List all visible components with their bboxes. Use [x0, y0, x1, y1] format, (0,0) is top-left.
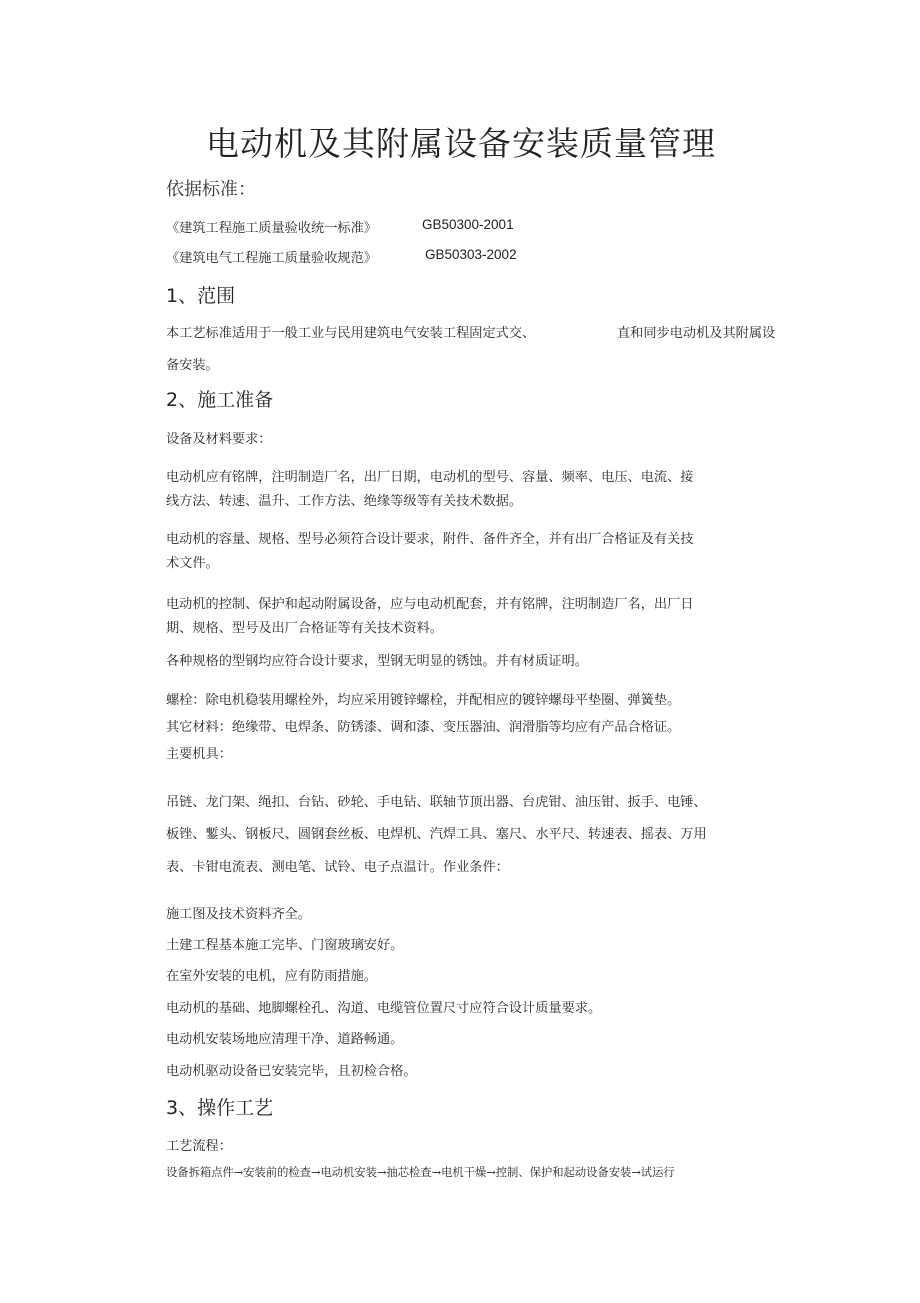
section-2-heading: 2、施工准备	[166, 389, 274, 411]
tools-line1: 吊链、龙门架、绳扣、台钻、砂轮、手电钻、联轴节顶出器、台虎钳、油压钳、扳手、电锤、	[166, 795, 707, 810]
scope-text-line1a: 本工艺标准适用于一般工业与民用建筑电气安装工程固定式交、	[166, 326, 536, 341]
standard-1-name: 《建筑工程施工质量验收统一标准》	[166, 221, 377, 236]
para3-line1: 电动机的控制、保护和起动附属设备，应与电动机配套，并有铭牌，注明制造厂名，出厂日	[166, 597, 694, 612]
standard-1-code: GB50300-2001	[422, 217, 514, 232]
para2-line1: 电动机的容量、规格、型号必须符合设计要求，附件、备件齐全，并有出厂合格证及有关技	[166, 532, 694, 547]
tools-line3: 表、卡钳电流表、测电笔、试铃、电子点温计。作业条件：	[166, 860, 509, 875]
standard-2-name: 《建筑电气工程施工质量验收规范》	[166, 251, 377, 266]
condition-item: 土建工程基本施工完毕、门窗玻璃安好。	[166, 938, 404, 953]
para6: 其它材料：绝缘带、电焊条、防锈漆、调和漆、变压器油、润滑脂等均应有产品合格证。	[166, 720, 681, 735]
tools-label: 主要机具：	[166, 747, 232, 762]
standard-2-code: GB50303-2002	[425, 247, 517, 262]
para2-line2: 术文件。	[166, 556, 219, 571]
condition-item: 电动机驱动设备已安装完毕，且初检合格。	[166, 1064, 417, 1079]
para4: 各种规格的型钢均应符合设计要求，型钢无明显的锈蚀。并有材质证明。	[166, 654, 588, 669]
basis-heading: 依据标准：	[166, 179, 256, 200]
para1-line1: 电动机应有铭牌，注明制造厂名，出厂日期，电动机的型号、容量、频率、电压、电流、接	[166, 470, 694, 485]
tools-line2: 板锉、鏨头、钢板尺、圆钢套丝板、电焊机、汽焊工具、塞尺、水平尺、转速表、摇表、万用	[166, 827, 707, 842]
process-flow: 设备拆箱点件→安装前的检查→电动机安装→抽芯检查→电机干燥→控制、保护和起动设备安装→试运行	[166, 1166, 675, 1179]
section-3-heading: 3、操作工艺	[166, 1097, 274, 1119]
condition-item: 施工图及技术资料齐全。	[166, 907, 312, 922]
condition-item: 电动机安装场地应清理干净、道路畅通。	[166, 1032, 404, 1047]
document-title: 电动机及其附属设备安装质量管理	[206, 124, 716, 163]
scope-text-line2: 备安装。	[166, 358, 219, 373]
para1-line2: 线方法、转速、温升、工作方法、绝缘等级等有关技术数据。	[166, 494, 523, 509]
condition-item: 在室外安装的电机，应有防雨措施。	[166, 969, 377, 984]
para5: 螺栓：除电机稳装用螺栓外，均应采用镀锌螺栓，并配相应的镀锌螺母平垫圈、弹簧垫。	[166, 693, 681, 708]
condition-item: 电动机的基础、地脚螺栓孔、沟道、电缆管位置尺寸应符合设计质量要求。	[166, 1001, 602, 1016]
flow-label: 工艺流程：	[166, 1139, 232, 1154]
para3-line2: 期、规格、型号及出厂合格证等有关技术资料。	[166, 621, 443, 636]
scope-text-line1b: 直和同步电动机及其附属设	[617, 326, 776, 341]
materials-label: 设备及材料要求：	[166, 432, 272, 447]
section-1-heading: 1、范围	[166, 285, 236, 307]
